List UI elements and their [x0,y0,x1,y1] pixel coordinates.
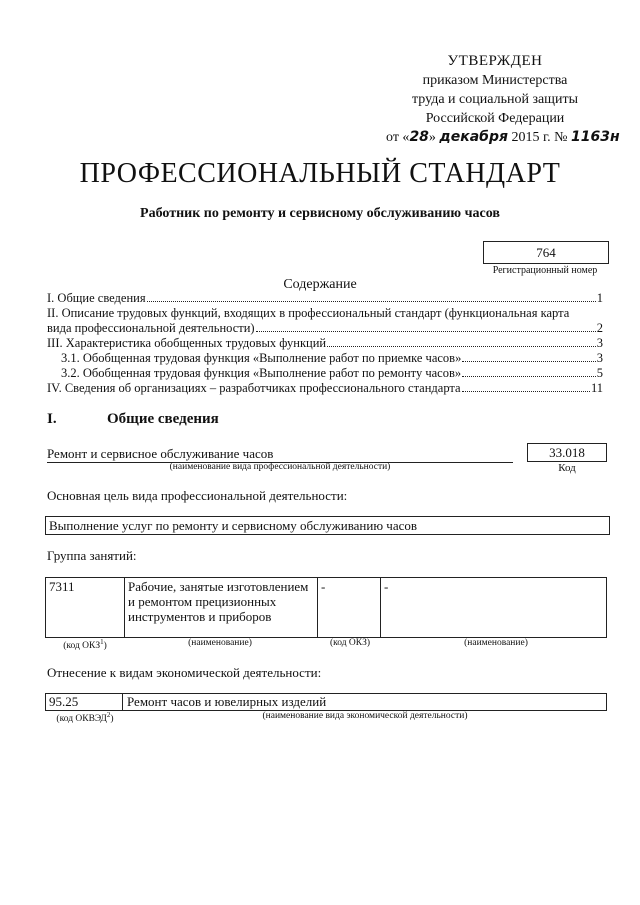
group-caption-name-2: (наименование) [464,638,528,648]
toc-item-page: 11 [590,381,603,395]
toc-leader [462,376,596,377]
approval-title: УТВЕРЖДЕН [447,53,543,69]
okved-code-cell: 95.25 [46,694,123,710]
group-label: Группа занятий: [47,548,137,563]
okved-caption-code: (код ОКВЭД$^2$) [56,711,114,725]
toc-item-page: 3 [596,336,603,350]
toc-item[interactable] [47,381,603,396]
registration-number-box: 764 [483,241,609,264]
econ-label: Отнесение к видам экономической деятельности: [47,665,322,680]
okz-name-cell: Рабочие, занятые изготовлением и ремонтом прецизионных инструментов и приборов [125,578,318,638]
activity-name-caption: (наименование вида профессиональной деятельности) [169,462,391,472]
goal-label: Основная цель вида профессиональной деятельности: [47,488,348,503]
date-month: декабря [439,129,508,145]
approval-line-1: приказом Министерства [422,73,568,88]
activity-code-box: 33.018 [527,443,607,462]
goal-field: Выполнение услуг по ремонту и сервисному обслуживанию часов [45,516,610,535]
toc-leader [462,361,595,362]
group-caption-code: (код ОКЗ$^1$) [63,638,107,652]
toc-item-page: 3 [596,351,603,365]
approval-line-3: Российской Федерации [425,111,565,126]
table-of-contents [47,291,603,396]
okz-code-cell-2: - [318,578,381,638]
toc-item-text: I. Общие сведения [47,291,146,305]
approval-line-2: труда и социальной защиты [412,92,578,107]
date-prefix: от « [386,130,410,145]
section-heading [47,411,219,428]
toc-item-text: вида профессиональной деятельности) [47,321,255,335]
registration-number-label: Регистрационный номер [492,265,598,276]
section-title: Общие сведения [107,411,219,427]
okved-caption-name: (наименование вида экономической деятельности) [262,711,468,721]
toc-leader [256,331,596,332]
toc-item[interactable] [47,336,603,351]
toc-item-text: II. Описание трудовых функций, входящих в профессиональный стандарт (функциональная карта [47,306,570,320]
toc-item-page: 5 [596,366,603,380]
toc-item[interactable] [47,306,603,321]
date-year: 2015 г. № [511,130,568,145]
approval-block [380,52,620,147]
approval-date-line [380,128,620,147]
table-row [46,578,607,638]
toc-item[interactable] [47,366,603,381]
toc-item-text: 3.2. Обобщенная трудовая функция «Выполнение работ по ремонту часов» [61,366,462,380]
page-title: ПРОФЕССИОНАЛЬНЫЙ СТАНДАРТ [79,158,561,189]
toc-item-text: IV. Сведения об организациях – разработчиках профессионального стандарта [47,381,461,395]
section-number: I. [47,411,57,427]
group-caption-name: (наименование) [188,638,252,648]
occupation-group-table [45,577,607,638]
activity-code-caption: Код [558,462,576,474]
toc-item-text: 3.1. Обобщенная трудовая функция «Выполнение работ по приемке часов» [61,351,462,365]
page-subtitle: Работник по ремонту и сервисному обслуживанию часов [140,206,500,221]
toc-heading: Содержание [283,277,357,292]
toc-item[interactable] [47,351,603,366]
toc-leader [462,391,590,392]
toc-leader [147,301,596,302]
date-day: 28 [409,129,429,145]
date-mid: » [428,130,436,145]
okved-name-cell: Ремонт часов и ювелирных изделий [127,694,327,709]
toc-item-text: III. Характеристика обобщенных трудовых функций [47,336,327,350]
toc-item[interactable] [47,291,603,306]
toc-item-page: 2 [596,321,603,335]
toc-item-page: 1 [596,291,603,305]
activity-name-field: Ремонт и сервисное обслуживание часов [47,446,513,463]
group-caption-code-2: (код ОКЗ) [329,638,371,648]
okz-code-cell: 7311 [46,578,125,638]
order-number: 1163н [571,129,620,145]
toc-item[interactable] [47,321,603,336]
toc-leader [327,346,596,347]
okz-name-cell-2: - [381,578,607,638]
okved-row [45,693,607,711]
